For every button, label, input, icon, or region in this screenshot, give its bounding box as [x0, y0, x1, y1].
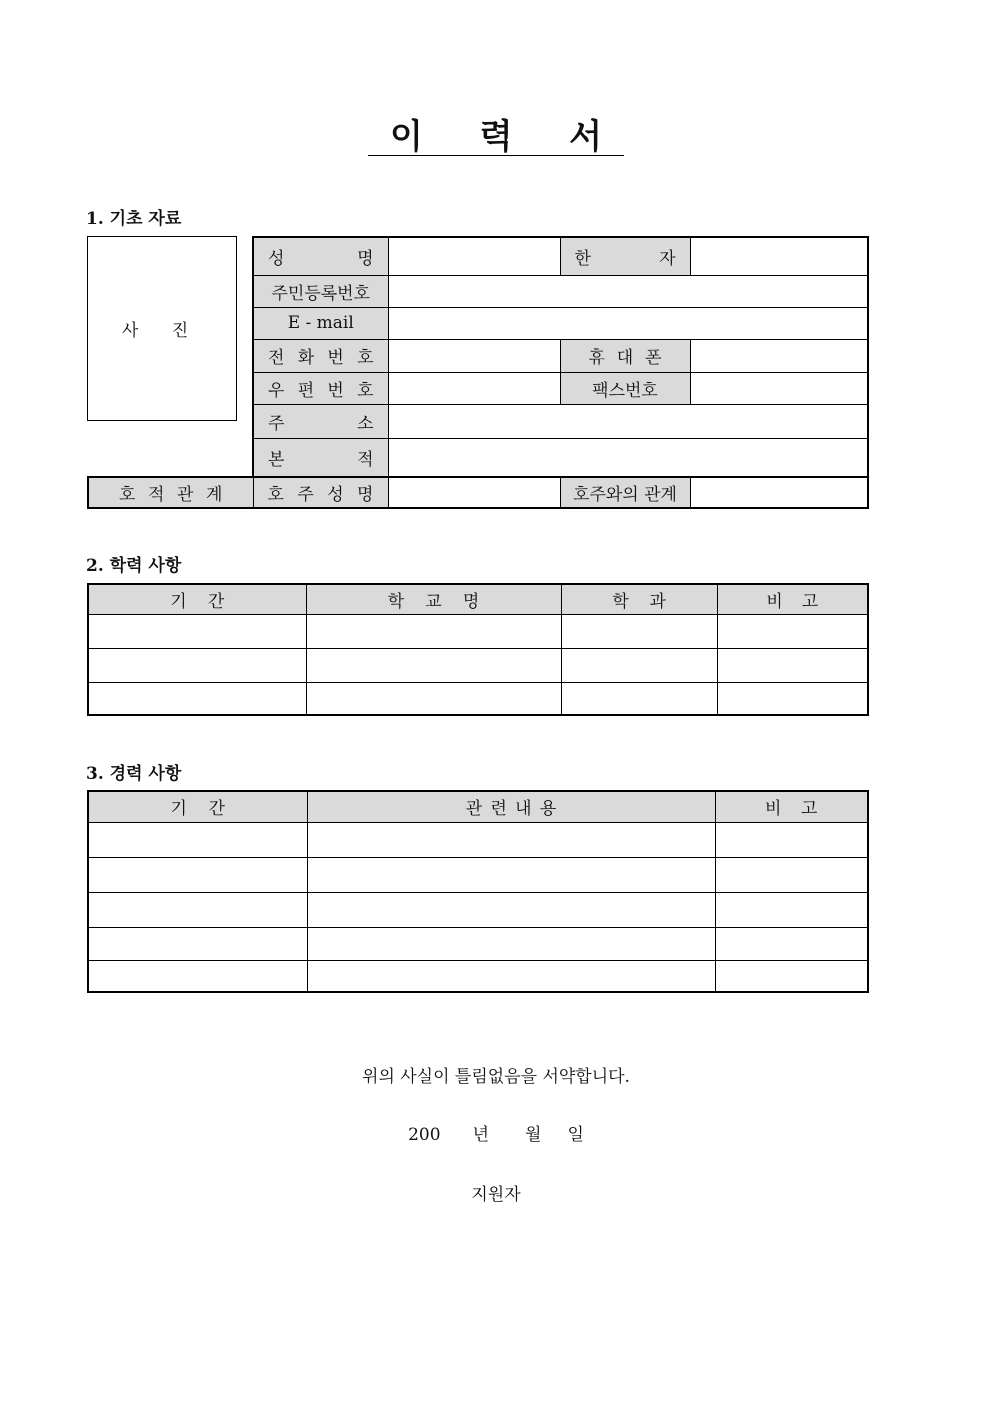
section1-heading: 1. 기초 자료	[86, 209, 182, 229]
section3-heading: 3. 경력 사항	[86, 764, 182, 784]
relation-to-head-field[interactable]	[690, 477, 868, 508]
table-row	[88, 648, 868, 682]
table-row	[88, 960, 868, 992]
title-char: 서	[569, 117, 602, 157]
head-name-field[interactable]	[388, 477, 560, 508]
edu-school-cell[interactable]	[306, 614, 561, 648]
document-title	[368, 112, 624, 156]
label-origin: 본 적	[253, 438, 388, 477]
label-phone: 전 화 번 호	[253, 339, 388, 372]
education-table	[87, 583, 869, 716]
career-col-period: 기 간	[88, 791, 307, 822]
edu-period-cell[interactable]	[88, 682, 306, 715]
edu-major-cell[interactable]	[561, 614, 717, 648]
edu-note-cell[interactable]	[717, 682, 868, 715]
career-content-cell[interactable]	[307, 822, 715, 857]
title-char: 이	[390, 117, 423, 157]
label-resident-no: 주민등록번호	[253, 275, 388, 307]
edu-col-note: 비 고	[717, 584, 868, 614]
origin-field[interactable]	[388, 438, 868, 477]
label-fax: 팩스번호	[560, 372, 690, 404]
edu-note-cell[interactable]	[717, 648, 868, 682]
label-name: 성 명	[253, 237, 388, 275]
career-note-cell[interactable]	[715, 960, 868, 992]
family-relation-row	[87, 476, 869, 509]
career-note-cell[interactable]	[715, 927, 868, 960]
table-row	[88, 614, 868, 648]
section2-heading: 2. 학력 사항	[86, 556, 182, 576]
career-period-cell[interactable]	[88, 927, 307, 960]
label-postal: 우 편 번 호	[253, 372, 388, 404]
postal-field[interactable]	[388, 372, 560, 404]
career-content-cell[interactable]	[307, 927, 715, 960]
date-day-label: 일	[567, 1125, 584, 1145]
label-mobile: 휴 대 폰	[560, 339, 690, 372]
edu-period-cell[interactable]	[88, 648, 306, 682]
date-line	[0, 1120, 992, 1145]
career-table	[87, 790, 869, 993]
table-row	[88, 822, 868, 857]
career-period-cell[interactable]	[88, 892, 307, 927]
career-note-cell[interactable]	[715, 822, 868, 857]
table-row	[88, 682, 868, 715]
phone-field[interactable]	[388, 339, 560, 372]
edu-col-major: 학 과	[561, 584, 717, 614]
table-row	[88, 857, 868, 892]
career-period-cell[interactable]	[88, 822, 307, 857]
career-note-cell[interactable]	[715, 892, 868, 927]
label-relation-to-head: 호주와의 관계	[560, 477, 690, 508]
photo-box[interactable]	[87, 236, 237, 421]
edu-col-period: 기 간	[88, 584, 306, 614]
label-family-relation: 호 적 관 계	[88, 477, 253, 508]
basic-info-table	[252, 236, 869, 478]
career-content-cell[interactable]	[307, 892, 715, 927]
table-row	[88, 892, 868, 927]
label-hanja: 한 자	[560, 237, 690, 275]
career-period-cell[interactable]	[88, 960, 307, 992]
career-content-cell[interactable]	[307, 857, 715, 892]
applicant-label: 지원자	[471, 1185, 521, 1205]
career-col-content: 관 련 내 용	[307, 791, 715, 822]
edu-school-cell[interactable]	[306, 682, 561, 715]
title-char: 력	[479, 117, 513, 157]
label-address: 주 소	[253, 404, 388, 438]
photo-label: 사 진	[121, 321, 203, 341]
fax-field[interactable]	[690, 372, 868, 404]
career-col-note: 비 고	[715, 791, 868, 822]
date-year: 200	[408, 1125, 441, 1145]
pledge-text: 위의 사실이 틀림없음을 서약합니다.	[362, 1067, 630, 1087]
label-email: E - mail	[253, 307, 388, 339]
edu-period-cell[interactable]	[88, 614, 306, 648]
date-month-label: 월	[525, 1125, 542, 1145]
career-period-cell[interactable]	[88, 857, 307, 892]
edu-major-cell[interactable]	[561, 648, 717, 682]
email-field[interactable]	[388, 307, 868, 339]
edu-school-cell[interactable]	[306, 648, 561, 682]
date-year-label: 년	[472, 1125, 489, 1145]
edu-major-cell[interactable]	[561, 682, 717, 715]
table-row	[88, 927, 868, 960]
label-head-name: 호 주 성 명	[253, 477, 388, 508]
address-field[interactable]	[388, 404, 868, 438]
career-note-cell[interactable]	[715, 857, 868, 892]
edu-note-cell[interactable]	[717, 614, 868, 648]
mobile-field[interactable]	[690, 339, 868, 372]
career-content-cell[interactable]	[307, 960, 715, 992]
hanja-field[interactable]	[690, 237, 868, 275]
edu-col-school: 학 교 명	[306, 584, 561, 614]
name-field[interactable]	[388, 237, 560, 275]
resident-no-field[interactable]	[388, 275, 868, 307]
